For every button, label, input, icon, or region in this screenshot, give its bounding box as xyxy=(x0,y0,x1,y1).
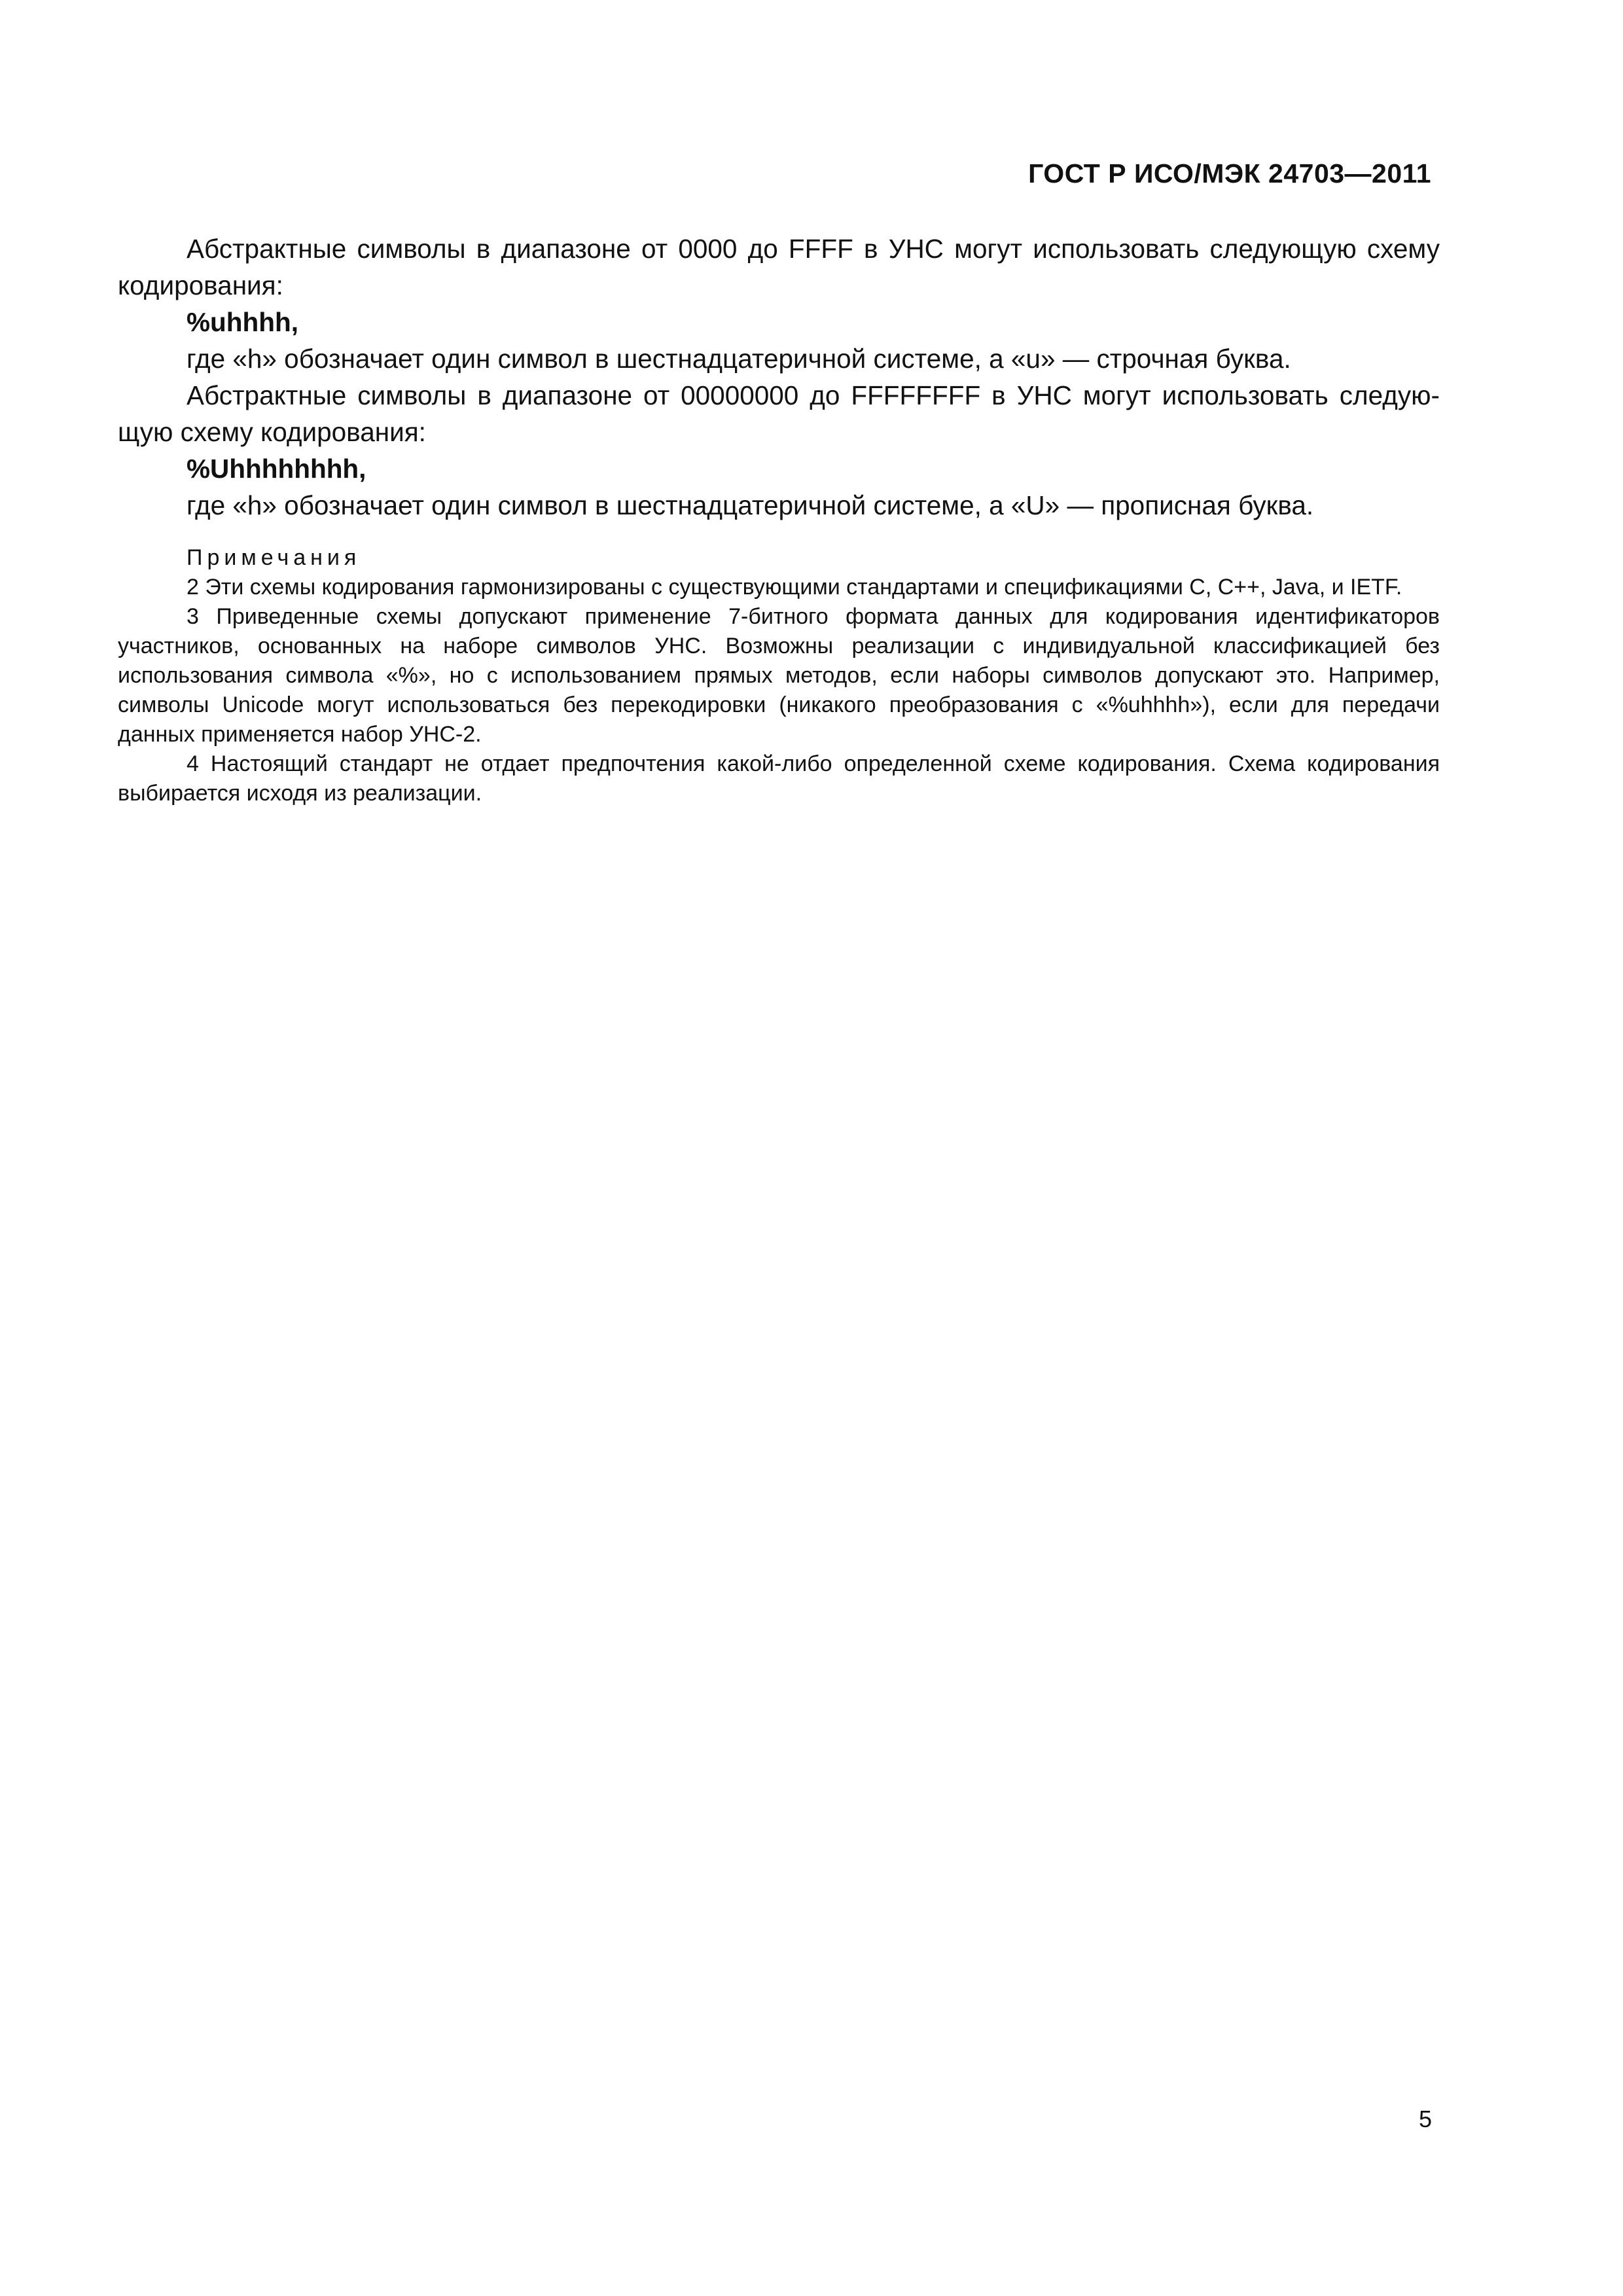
note-2: 2 Эти схемы кодирования гармонизированы с существующими стандартами и спецификациями С, С++, Java, и IETF. xyxy=(187,575,1402,600)
paragraph-lowercase-explanation: где «h» обозначает один символ в шестнадцатеричной системе, а «u» — строчная буква. xyxy=(187,344,1291,374)
paragraph-ucs-2byte-scheme: Абстрактные символы в диапазоне от 0000 до FFFF в УНС могут использовать следующую схему кодирования: xyxy=(118,234,1440,300)
main-text xyxy=(118,230,1440,524)
formula-uppercase-u: %Uhhhhhhhh, xyxy=(187,454,366,484)
formula-lowercase-u: %uhhhh, xyxy=(187,307,298,337)
page-number: 5 xyxy=(1418,2106,1432,2132)
document-designation: ГОСТ Р ИСО/МЭК 24703—2011 xyxy=(1028,158,1431,188)
paragraph-uppercase-explanation: где «h» обозначает один символ в шестнадцатеричной системе, а «U» — прописная буква. xyxy=(187,490,1314,520)
note-3: 3 Приведенные схемы допускают применение 7-битного формата данных для кодирования идентификаторов участников, основанных на наборе символов УНС. Возможны реализации с индивидуальной классификацией без использования символа «%», но с использованием прямых методов, если наборы символов допускают это. Например, символы Unicode могут использоваться без перекодировки (никакого преобразования с «%uhhhh»), если для передачи данных применяется набор УНС-2. xyxy=(118,604,1440,747)
note-4: 4 Настоящий стандарт не отдает предпочтения какой-либо определенной схеме кодирования. Схема кодирования выбирается исходя из реализации. xyxy=(118,751,1440,806)
paragraph-ucs-4byte-scheme: Абстрактные символы в диапазоне от 00000000 до FFFFFFFF в УНС могут использовать следующую схему кодирования: xyxy=(118,380,1440,447)
notes-section xyxy=(118,543,1440,808)
notes-title: Примечания xyxy=(187,545,361,570)
page-content xyxy=(118,230,1440,808)
